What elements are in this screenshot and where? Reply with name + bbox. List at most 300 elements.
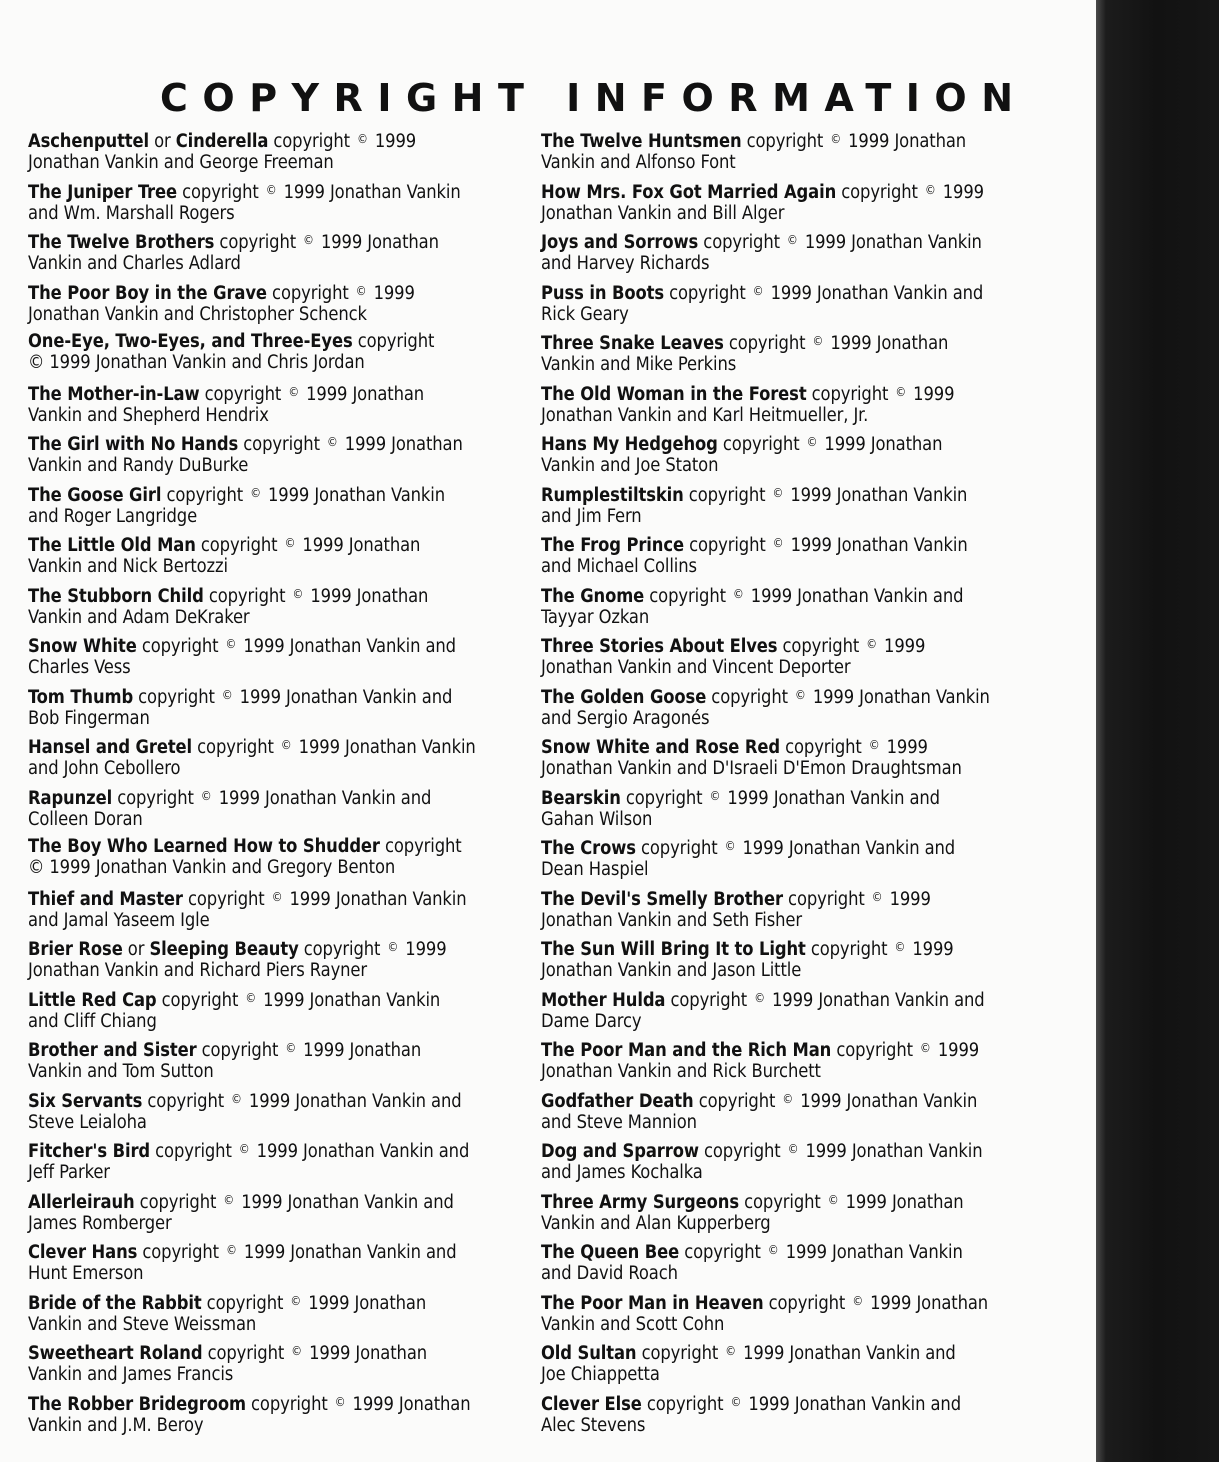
entry-line-1: [28, 1240, 508, 1263]
entry-line-2: Rick Geary: [541, 303, 629, 325]
entry-text: copyright: [620, 787, 708, 809]
entry-text: 1999 Jonathan Vankin: [785, 535, 968, 556]
copyright-symbol: ©: [226, 1243, 237, 1257]
entry-text: 1999 Jonathan: [301, 383, 425, 405]
entry-text: 1999 Jonathan: [303, 1343, 428, 1364]
entry-line-2: Jonathan Vankin and Vincent Deporter: [541, 657, 851, 678]
entry-line-1: [541, 1240, 1021, 1263]
entry-text: copyright: [245, 1393, 333, 1415]
story-title: Rumplestiltskin: [541, 484, 684, 506]
entry-line-1: [541, 1038, 1021, 1061]
story-title: The Twelve Huntsmen: [541, 131, 742, 152]
entry-line-1: [541, 786, 1021, 809]
entry-text: copyright: [195, 535, 283, 556]
copyright-symbol: ©: [806, 435, 818, 449]
entry-text: 1999 Jonathan Vankin: [800, 1141, 983, 1162]
entry-text: 1999 Jonathan Vankin: [785, 484, 968, 506]
copyright-symbol: ©: [271, 889, 283, 904]
copyright-symbol: ©: [772, 536, 784, 550]
copyright-entry: [541, 735, 1021, 786]
story-title: Joys and Sorrows: [541, 232, 699, 253]
story-title: Rapunzel: [28, 787, 113, 809]
entry-line-1: [28, 786, 508, 809]
copyright-entry: [28, 836, 508, 887]
entry-line-2: Jonathan Vankin and Rick Burchett: [541, 1061, 821, 1082]
copyright-symbol: ©: [357, 132, 368, 146]
entry-text: copyright: [136, 636, 224, 657]
copyright-entry: [541, 1341, 1021, 1392]
entry-line-2: Vankin and Scott Cohn: [541, 1313, 725, 1335]
copyright-symbol: ©: [326, 435, 338, 449]
entry-text: 1999 Jonathan Vankin and: [234, 686, 453, 708]
entry-text: copyright: [196, 1040, 284, 1061]
copyright-entry: [541, 988, 1021, 1039]
story-title: Allerleirauh: [28, 1191, 135, 1213]
entry-text: copyright: [641, 1393, 729, 1415]
entry-line-1: [541, 331, 1021, 354]
entry-line-2: Vankin and Alan Kupperberg: [541, 1212, 771, 1234]
entry-line-1: [28, 937, 508, 960]
entry-text: 1999: [369, 131, 417, 152]
entry-text: copyright: [201, 1292, 289, 1314]
entry-line-1: [28, 281, 508, 304]
copyright-entry: [28, 180, 508, 231]
entry-line-2: Dame Darcy: [541, 1010, 642, 1032]
entry-text: 1999 Jonathan: [840, 1191, 964, 1213]
entry-line-1: [541, 483, 1021, 506]
story-title: Three Stories About Elves: [541, 636, 778, 657]
entry-line-1: [541, 1190, 1021, 1213]
entry-text: copyright: [723, 333, 811, 354]
entry-text: copyright: [717, 434, 805, 455]
copyright-entry: [28, 1392, 508, 1443]
entry-line-2: and John Cebollero: [28, 758, 181, 779]
entry-line-1: [28, 1139, 508, 1162]
copyright-entry: [28, 331, 508, 382]
copyright-symbol: ©: [250, 485, 261, 500]
story-title: The Golden Goose: [541, 686, 707, 708]
entry-text: copyright: [683, 484, 771, 506]
entry-line-2: Jonathan Vankin and D'Israeli D'Emon Draughtsman: [541, 758, 962, 779]
entry-text: 1999 Jonathan Vankin and: [745, 585, 964, 607]
copyright-entry: [541, 1190, 1021, 1241]
page-title: COPYRIGHT INFORMATION: [160, 76, 1028, 120]
entry-line-2: © 1999 Jonathan Vankin and Chris Jordan: [28, 352, 365, 373]
entry-text: 1999 Jonathan Vankin: [262, 484, 445, 506]
entry-text: 1999: [908, 383, 955, 405]
entry-text: 1999 Jonathan Vankin and: [765, 282, 984, 304]
copyright-symbol: ©: [754, 990, 765, 1005]
copyright-entry: [541, 786, 1021, 837]
entry-text: 1999 Jonathan Vankin: [258, 989, 441, 1011]
entry-text: 1999 Jonathan: [298, 1040, 422, 1061]
copyright-entry: [28, 483, 508, 534]
copyright-symbol: ©: [730, 1394, 742, 1409]
copyright-symbol: ©: [303, 233, 314, 247]
entry-line-1: [28, 180, 508, 203]
copyright-entry: [541, 180, 1021, 231]
entry-line-2: Jonathan Vankin and George Freeman: [28, 152, 334, 173]
entry-text: copyright: [199, 383, 287, 405]
entry-line-1: [28, 1089, 508, 1112]
entry-line-2: Vankin and Joe Staton: [541, 455, 719, 476]
entry-line-1: [28, 1190, 508, 1213]
entry-text: copyright: [133, 686, 220, 708]
entry-text: copyright: [636, 1343, 724, 1364]
entry-line-2: and Jamal Yaseem Igle: [28, 909, 210, 931]
copyright-entry: [28, 1190, 508, 1241]
story-title: Hans My Hedgehog: [541, 434, 718, 455]
story-title: Fitcher's Bird: [28, 1141, 151, 1162]
entry-text: copyright: [663, 282, 751, 304]
copyright-symbol: ©: [852, 1293, 864, 1308]
copyright-symbol: ©: [725, 1344, 736, 1358]
entry-text: 1999 Jonathan Vankin: [284, 888, 467, 910]
entry-text: 1999 Jonathan Vankin: [278, 181, 461, 203]
entry-line-1: [28, 735, 508, 758]
copyright-entry: [541, 129, 1021, 180]
entry-text: 1999 Jonathan Vankin: [795, 1090, 978, 1112]
entry-line-1: [541, 735, 1021, 758]
copyright-symbol: ©: [772, 485, 784, 500]
entry-text: 1999 Jonathan Vankin and: [737, 838, 956, 859]
story-title: The Goose Girl: [28, 484, 162, 506]
story-title: The Boy Who Learned How to Shudder: [28, 836, 380, 857]
story-title: The Poor Man in Heaven: [541, 1292, 764, 1314]
entry-line-1: [541, 1392, 1021, 1415]
entry-text: 1999 Jonathan Vankin and: [236, 1191, 454, 1213]
entry-text: copyright: [644, 585, 731, 607]
right-column: [541, 129, 1021, 1442]
copyright-entry: [28, 1240, 508, 1291]
copyright-symbol: ©: [752, 283, 764, 298]
story-title: One-Eye, Two-Eyes, and Three-Eyes: [28, 331, 353, 352]
copyright-entry: [541, 1240, 1021, 1291]
entry-line-1: [28, 634, 508, 657]
story-title: The Devil's Smelly Brother: [541, 888, 783, 910]
copyright-entry: [28, 382, 508, 433]
entry-line-2: and Sergio Aragonés: [541, 707, 710, 729]
copyright-symbol: ©: [782, 1091, 794, 1106]
copyright-entry: [541, 331, 1021, 382]
entry-text: 1999 Jonathan Vankin: [293, 737, 476, 758]
entry-text: copyright: [203, 585, 291, 607]
story-title: Godfather Death: [541, 1090, 694, 1112]
entry-text: 1999 Jonathan Vankin and: [766, 989, 985, 1011]
entry-text: copyright: [161, 484, 249, 506]
copyright-symbol: ©: [827, 1192, 839, 1207]
story-title: The Queen Bee: [541, 1242, 680, 1263]
entry-text: 1999 Jonathan: [843, 131, 967, 152]
story-title: Cinderella: [175, 131, 269, 152]
entry-text: copyright: [805, 939, 893, 960]
copyright-symbol: ©: [285, 1041, 297, 1055]
entry-text: 1999: [400, 939, 447, 960]
copyright-entry: [28, 281, 508, 332]
copyright-entry: [28, 988, 508, 1039]
entry-line-2: Bob Fingerman: [28, 707, 150, 729]
entry-text: copyright: [150, 1141, 237, 1162]
entry-text: copyright: [352, 331, 435, 352]
entry-line-1: [541, 1139, 1021, 1162]
entry-line-2: Charles Vess: [28, 657, 131, 678]
entry-text: copyright: [137, 1242, 225, 1263]
copyright-symbol: ©: [812, 334, 824, 348]
copyright-entry: [28, 786, 508, 837]
copyright-symbol: ©: [894, 940, 906, 954]
entry-text: 1999 Jonathan: [865, 1292, 989, 1314]
entry-line-2: Vankin and James Francis: [28, 1364, 234, 1385]
copyright-entry: [28, 1089, 508, 1140]
copyright-entry: [541, 1139, 1021, 1190]
entry-text: copyright: [739, 1191, 826, 1213]
entry-line-1: [541, 887, 1021, 910]
story-title: The Juniper Tree: [28, 181, 178, 203]
entry-line-2: Gahan Wilson: [541, 808, 653, 830]
entry-text: copyright: [782, 888, 870, 910]
copyright-entry: [28, 937, 508, 988]
copyright-entry: [541, 634, 1021, 685]
entry-line-1: [541, 1291, 1021, 1314]
copyright-entry: [28, 1291, 508, 1342]
entry-text: 1999: [878, 636, 926, 657]
copyright-symbol: ©: [334, 1394, 346, 1409]
entry-text: copyright: [763, 1292, 851, 1314]
entry-line-1: [28, 584, 508, 607]
story-title: Snow White and Rose Red: [541, 737, 781, 758]
story-title: Hansel and Gretel: [28, 737, 193, 758]
copyright-entry: [541, 1392, 1021, 1443]
copyright-entry: [28, 735, 508, 786]
story-title: Sweetheart Roland: [28, 1343, 203, 1364]
story-title: Bearskin: [541, 787, 621, 809]
copyright-symbol: ©: [866, 637, 877, 651]
entry-text: copyright: [182, 888, 270, 910]
story-title: Little Red Cap: [28, 989, 157, 1011]
copyright-entry: [541, 382, 1021, 433]
entry-line-2: and Steve Mannion: [541, 1111, 697, 1133]
copyright-symbol: ©: [355, 283, 367, 298]
entry-line-2: Jonathan Vankin and Christopher Schenck: [28, 303, 367, 325]
entry-text: 1999 Jonathan: [303, 1292, 427, 1314]
entry-line-1: [541, 230, 1021, 253]
copyright-entry: [541, 1038, 1021, 1089]
entry-line-2: Vankin and Steve Weissman: [28, 1313, 257, 1335]
entry-line-2: Jonathan Vankin and Seth Fisher: [541, 909, 803, 931]
copyright-entry: [541, 1089, 1021, 1140]
story-title: The Poor Man and the Rich Man: [541, 1040, 832, 1061]
copyright-entry: [28, 1038, 508, 1089]
copyright-entry: [541, 483, 1021, 534]
copyright-symbol: ©: [871, 889, 883, 904]
entry-line-2: and Michael Collins: [541, 556, 697, 577]
copyright-symbol: ©: [767, 1243, 779, 1257]
copyright-symbol: ©: [895, 384, 907, 399]
copyright-entry: [28, 685, 508, 736]
binding-shadow: [1096, 0, 1219, 1462]
entry-line-1: [541, 180, 1021, 203]
entry-line-2: Jonathan Vankin and Bill Alger: [541, 202, 785, 224]
entry-text: copyright: [665, 989, 753, 1011]
entry-text: 1999 Jonathan Vankin and: [213, 787, 432, 809]
entry-line-2: Jonathan Vankin and Jason Little: [541, 960, 802, 981]
entry-text: copyright: [156, 989, 244, 1011]
entry-text: 1999 Jonathan Vankin: [799, 232, 982, 253]
entry-line-2: and Cliff Chiang: [28, 1010, 157, 1032]
story-title: Old Sultan: [541, 1343, 637, 1364]
entry-line-2: Hunt Emerson: [28, 1263, 144, 1284]
copyright-symbol: ©: [924, 182, 936, 197]
story-title: Three Army Surgeons: [541, 1191, 739, 1213]
story-title: The Poor Boy in the Grave: [28, 282, 267, 304]
entry-text: 1999: [884, 888, 931, 910]
entry-line-1: [541, 1341, 1021, 1364]
copyright-entry: [28, 432, 508, 483]
entry-line-1: [541, 988, 1021, 1011]
entry-line-1: [28, 533, 508, 556]
story-title: The Sun Will Bring It to Light: [541, 939, 806, 960]
entry-line-2: Jonathan Vankin and Richard Piers Rayner: [28, 960, 368, 981]
entry-line-1: [28, 382, 508, 405]
copyright-symbol: ©: [221, 687, 233, 702]
entry-line-2: Dean Haspiel: [541, 859, 649, 880]
copyright-symbol: ©: [292, 586, 304, 601]
entry-text: copyright: [635, 838, 723, 859]
copyright-entry: [28, 533, 508, 584]
entry-line-1: [541, 685, 1021, 708]
copyright-symbol: ©: [284, 536, 296, 550]
entry-line-1: [541, 634, 1021, 657]
copyright-entry: [28, 887, 508, 938]
entry-line-1: [28, 230, 508, 253]
entry-line-2: Vankin and Tom Sutton: [28, 1061, 214, 1082]
entry-text: copyright: [806, 383, 894, 405]
entry-text: 1999 Jonathan Vankin and: [743, 1393, 961, 1415]
copyright-symbol: ©: [223, 1192, 235, 1207]
story-title: Snow White: [28, 636, 137, 657]
entry-line-2: and James Kochalka: [541, 1162, 703, 1183]
copyright-symbol: ©: [787, 1142, 799, 1156]
entry-text: copyright: [379, 836, 462, 857]
entry-text: 1999 Jonathan Vankin and: [738, 1343, 956, 1364]
entry-line-1: [28, 1291, 508, 1314]
entry-line-1: [541, 937, 1021, 960]
copyright-symbol: ©: [920, 1041, 931, 1055]
copyright-symbol: ©: [868, 738, 880, 752]
copyright-entry: [28, 129, 508, 180]
entry-text: copyright: [836, 181, 923, 203]
story-title: Thief and Master: [28, 888, 183, 910]
entry-text: copyright: [214, 232, 302, 253]
entry-text: 1999: [368, 282, 415, 304]
entry-text: copyright: [780, 737, 867, 758]
entry-line-2: and Wm. Marshall Rogers: [28, 202, 235, 224]
entry-text: copyright: [298, 939, 386, 960]
entry-line-2: Vankin and Nick Bertozzi: [28, 556, 228, 577]
entry-line-1: [28, 988, 508, 1011]
entry-text: 1999 Jonathan: [819, 434, 943, 455]
story-title: Brother and Sister: [28, 1040, 197, 1061]
entry-text: 1999 Jonathan Vankin and: [722, 787, 940, 809]
story-title: The Frog Prince: [541, 535, 684, 556]
entry-text: 1999 Jonathan Vankin and: [251, 1141, 470, 1162]
story-title: The Mother-in-Law: [28, 383, 200, 405]
copyright-entry: [541, 836, 1021, 887]
story-title: How Mrs. Fox Got Married Again: [541, 181, 837, 203]
copyright-symbol: ©: [830, 132, 842, 146]
entry-text: 1999: [937, 181, 984, 203]
entry-text: 1999 Jonathan Vankin and: [238, 636, 456, 657]
story-title: The Little Old Man: [28, 535, 196, 556]
copyright-entry: [541, 281, 1021, 332]
entry-line-1: [28, 1392, 508, 1415]
entry-line-2: Tayyar Ozkan: [541, 606, 650, 628]
entry-line-2: James Romberger: [28, 1212, 172, 1234]
entry-line-2: Vankin and Adam DeKraker: [28, 606, 250, 628]
copyright-symbol: ©: [238, 1142, 250, 1156]
story-title: Clever Else: [541, 1393, 642, 1415]
entry-line-2: Vankin and Randy DuBurke: [28, 455, 249, 476]
story-title: Puss in Boots: [541, 282, 664, 304]
story-title: Tom Thumb: [28, 686, 134, 708]
entry-text: 1999 Jonathan: [347, 1393, 471, 1415]
entry-line-2: Jonathan Vankin and Karl Heitmueller, Jr.: [541, 404, 869, 426]
copyright-symbol: ©: [290, 1293, 302, 1308]
copyright-entry: [541, 432, 1021, 483]
copyright-symbol: ©: [231, 1091, 242, 1106]
entry-text: copyright: [698, 232, 786, 253]
entry-text: 1999: [932, 1040, 980, 1061]
entry-line-1: [28, 331, 508, 352]
entry-line-1: [28, 483, 508, 506]
entry-line-2: and Roger Langridge: [28, 505, 198, 527]
entry-text: copyright: [177, 181, 264, 203]
entry-line-1: [541, 533, 1021, 556]
entry-text: copyright: [142, 1090, 230, 1112]
entry-line-1: [28, 887, 508, 910]
entry-line-1: [541, 281, 1021, 304]
entry-text: copyright: [134, 1191, 222, 1213]
entry-line-1: [28, 685, 508, 708]
entry-text: copyright: [192, 737, 279, 758]
entry-text: 1999 Jonathan Vankin: [807, 686, 990, 708]
entry-line-1: [28, 129, 508, 152]
entry-text: or: [122, 939, 150, 960]
entry-line-1: [28, 1038, 508, 1061]
entry-line-2: Vankin and Alfonso Font: [541, 152, 736, 173]
story-title: The Twelve Brothers: [28, 232, 215, 253]
entry-text: copyright: [831, 1040, 919, 1061]
entry-text: copyright: [777, 636, 865, 657]
entry-text: copyright: [112, 787, 199, 809]
story-title: The Old Woman in the Forest: [541, 383, 807, 405]
entry-text: 1999 Jonathan: [825, 333, 949, 354]
entry-line-2: and David Roach: [541, 1263, 678, 1284]
entry-text: copyright: [741, 131, 829, 152]
entry-line-1: [541, 129, 1021, 152]
entry-line-1: [541, 382, 1021, 405]
entry-line-2: Alec Stevens: [541, 1414, 646, 1436]
entry-line-2: Jeff Parker: [28, 1162, 110, 1183]
copyright-entry: [28, 1341, 508, 1392]
copyright-symbol: ©: [225, 637, 237, 651]
copyright-entry: [541, 937, 1021, 988]
copyright-symbol: ©: [387, 940, 399, 954]
copyright-symbol: ©: [795, 687, 806, 702]
copyright-symbol: ©: [200, 788, 212, 803]
entry-line-2: Vankin and Charles Adlard: [28, 253, 241, 274]
entry-text: 1999: [881, 737, 928, 758]
